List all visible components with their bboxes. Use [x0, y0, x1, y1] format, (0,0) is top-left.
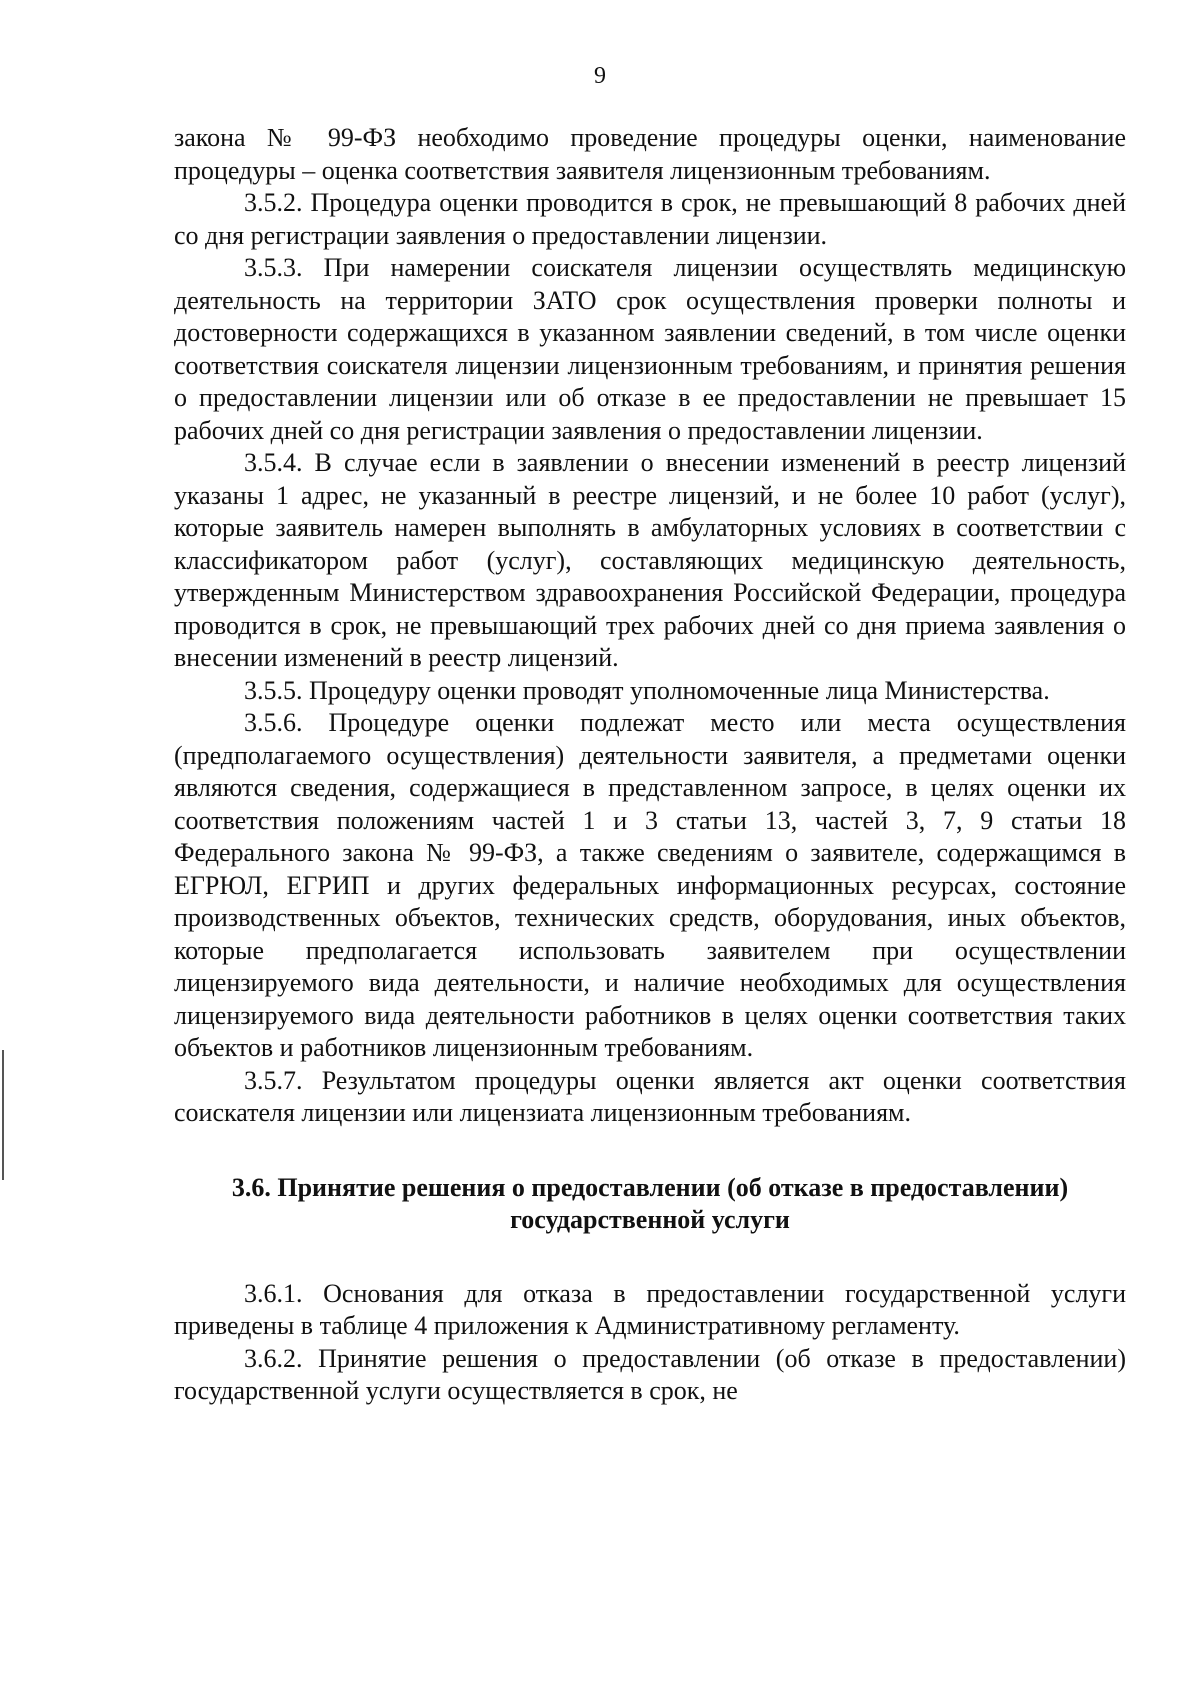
paragraph-3-6-1: 3.6.1. Основания для отказа в предоставлении государственной услуги приведены в таблице 4 приложения к Административному регламенту. [174, 1278, 1126, 1340]
section-heading-line-1: 3.6. Принятие решения о предоставлении (об отказе в предоставлении) [231, 1172, 1069, 1202]
document-body [174, 122, 1126, 1408]
paragraph-3-5-7: 3.5.7. Результатом процедуры оценки является акт оценки соответствия соискателя лицензии или лицензиата лицензионным требованиям. [174, 1065, 1126, 1127]
paragraph-continuation: закона № 99-ФЗ необходимо проведение процедуры оценки, наименование процедуры – оценка соответствия заявителя лицензионным требованиям. [174, 123, 1126, 185]
section-heading-line-2: государственной услуги [510, 1204, 790, 1234]
page-number: 9 [594, 63, 606, 89]
scan-edge-mark [2, 1050, 4, 1180]
paragraph-3-5-2: 3.5.2. Процедура оценки проводится в срок, не превышающий 8 рабочих дней со дня регистрации заявления о предоставлении лицензии. [174, 188, 1126, 250]
paragraph-3-5-3: 3.5.3. При намерении соискателя лицензии осуществлять медицинскую деятельность на территории ЗАТО срок осуществления проверки полноты и достоверности содержащихся в указанном заявлении сведений, в том числе оценки соответствия соискателя лицензии лицензионным требованиям, и принятия решения о предоставлении лицензии или об отказе в ее предоставлении не превышает 15 рабочих дней со дня регистрации заявления о предоставлении лицензии. [174, 253, 1126, 445]
paragraph-3-5-5: 3.5.5. Процедуру оценки проводят уполномоченные лица Министерства. [244, 675, 1050, 705]
paragraph-3-5-4: 3.5.4. В случае если в заявлении о внесении изменений в реестр лицензий указаны 1 адрес, не указанный в реестре лицензий, и не более 10 работ (услуг), которые заявитель намерен выполнять в амбулаторных условиях в соответствии с классификатором работ (услуг), составляющих медицинскую деятельность, утвержденным Министерством здравоохранения Российской Федерации, процедура проводится в срок, не превышающий трех рабочих дней со дня приема заявления о внесении изменений в реестр лицензий. [174, 448, 1126, 672]
section-heading-3-6 [174, 1172, 1126, 1236]
paragraph-3-5-6: 3.5.6. Процедуре оценки подлежат место или места осуществления (предполагаемого осуществления) деятельности заявителя, а предметами оценки являются сведения, содержащиеся в представленном запросе, в целях оценки их соответствия положениям частей 1 и 3 статьи 13, частей 3, 7, 9 статьи 18 Федерального закона № 99-ФЗ, а также сведениям о заявителе, содержащимся в ЕГРЮЛ, ЕГРИП и других федеральных информационных ресурсах, состояние производственных объектов, технических средств, оборудования, иных объектов, которые предполагается использовать заявителем при осуществлении лицензируемого вида деятельности, и наличие необходимых для осуществления лицензируемого вида деятельности работников в целях оценки соответствия таких объектов и работников лицензионным требованиям. [174, 708, 1126, 1062]
paragraph-3-6-2: 3.6.2. Принятие решения о предоставлении (об отказе в предоставлении) государственной услуги осуществляется в срок, не [174, 1343, 1126, 1405]
